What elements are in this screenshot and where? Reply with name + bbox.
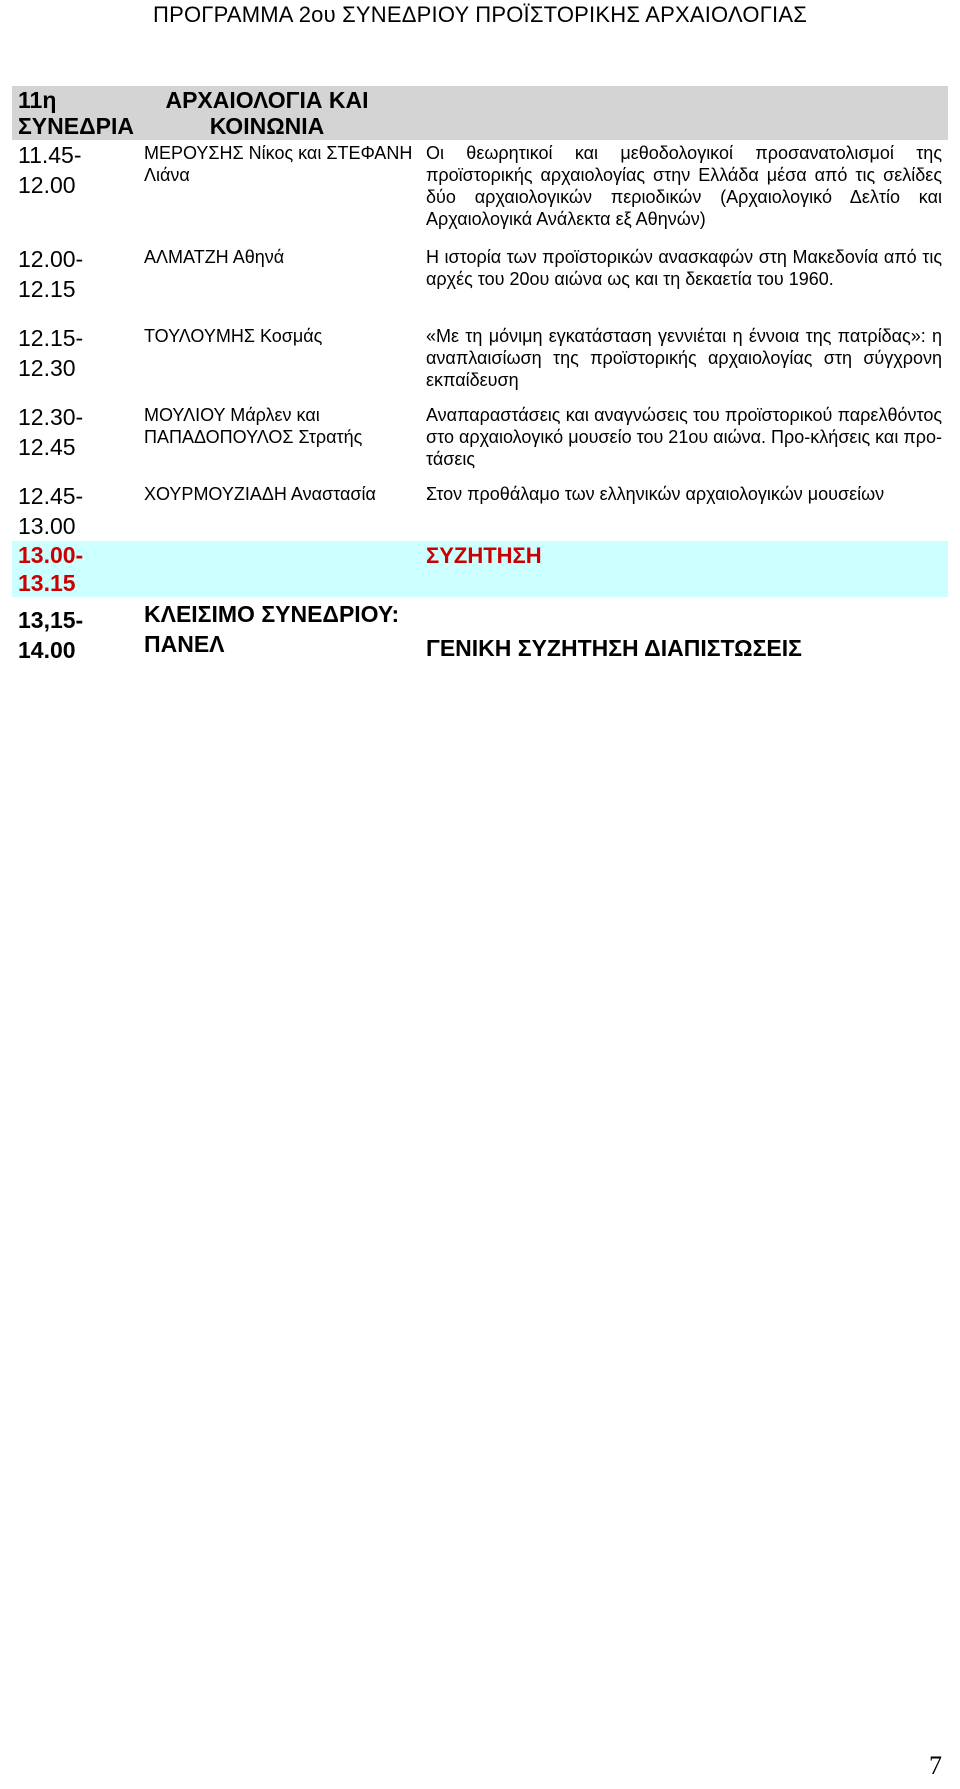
session-name: ΑΡΧΑΙΟΛΟΓΙΑ ΚΑΙ ΚΟΙΝΩΝΙΑ: [138, 86, 420, 140]
discussion-time: 13.00-13.15: [12, 541, 138, 597]
discussion-empty-cell: [138, 541, 420, 597]
talk-speaker: ΜΟΥΛΙΟΥ Μάρλεν και ΠΑΠΑΔΟΠΟΥΛΟΣ Στρατής: [144, 405, 363, 447]
closing-speaker: ΚΛΕΙΣΙΜΟ ΣΥΝΕΔΡΙΟΥ: ΠΑΝΕΛ: [144, 601, 400, 657]
table-row: [12, 481, 948, 541]
page-header: ΠΡΟΓΡΑΜΜΑ 2ου ΣΥΝΕΔΡΙΟΥ ΠΡΟΪΣΤΟΡΙΚΗΣ ΑΡΧΑΙΟΛΟΓΙΑΣ: [152, 2, 807, 27]
talk-time: 11.45-12.00: [18, 142, 82, 198]
program-table: [12, 86, 948, 667]
talk-title: Οι θεωρητικοί και μεθοδολογικοί προσανατολισμοί της προϊστορικής αρχαιολογίας στην Ελλάδα μέσα από τις σελίδες δύο αρχαιολογικών περιοδικών (Αρχαιολογικό Δελτίο και Αρχαιολογικά Ανάλεκτα εξ Αθηνών): [426, 143, 942, 229]
session-label: 11η ΣΥΝΕΔΡΙΑ: [12, 86, 138, 140]
table-row: [12, 402, 948, 481]
talk-speaker: ΤΟΥΛΟΥΜΗΣ Κοσμάς: [144, 326, 323, 346]
talk-time: 12.30-12.45: [18, 404, 84, 460]
talk-time: 12.45-13.00: [18, 483, 84, 539]
closing-time: 13,15-14.00: [18, 607, 84, 663]
talk-title: Αναπαραστάσεις και αναγνώσεις του προϊστορικού παρελθόντος στο αρχαιολογικό μουσείο του 21ου αιώνα. Προ-κλήσεις και προ-τάσεις: [426, 405, 942, 469]
table-row: [12, 323, 948, 402]
table-row: [12, 244, 948, 323]
talk-time: 12.00-12.15: [18, 246, 84, 302]
talk-time: 12.15-12.30: [18, 325, 84, 381]
table-row: [12, 140, 948, 244]
talk-speaker: ΑΛΜΑΤΖΗ Αθηνά: [144, 247, 285, 267]
talk-title: «Με τη μόνιμη εγκατάσταση γεννιέται η έννοια της πατρίδας»: η αναπλαισίωση της προϊστορικής αρχαιολογίας στη σύγχρονη εκπαίδευση: [426, 326, 942, 390]
session-header-row: [12, 86, 948, 140]
closing-title: ΓΕΝΙΚΗ ΣΥΖΗΤΗΣΗ ΔΙΑΠΙΣΤΩΣΕΙΣ: [426, 635, 802, 661]
page-number: 7: [929, 1751, 942, 1780]
closing-row: [12, 597, 948, 667]
discussion-row: [12, 541, 948, 597]
discussion-title: ΣΥΖΗΤΗΣΗ: [420, 541, 948, 597]
session-empty-cell: [420, 86, 948, 140]
talk-title: Η ιστορία των προϊστορικών ανασκαφών στη Μακεδονία από τις αρχές του 20ου αιώνα ως και τη δεκαετία του 1960.: [426, 247, 942, 289]
talk-speaker: ΧΟΥΡΜΟΥΖΙΑΔΗ Αναστασία: [144, 484, 376, 504]
talk-title: Στον προθάλαμο των ελληνικών αρχαιολογικών μουσείων: [426, 484, 885, 504]
talk-speaker: ΜΕΡΟΥΣΗΣ Νίκος και ΣΤΕΦΑΝΗ Λιάνα: [144, 143, 413, 185]
